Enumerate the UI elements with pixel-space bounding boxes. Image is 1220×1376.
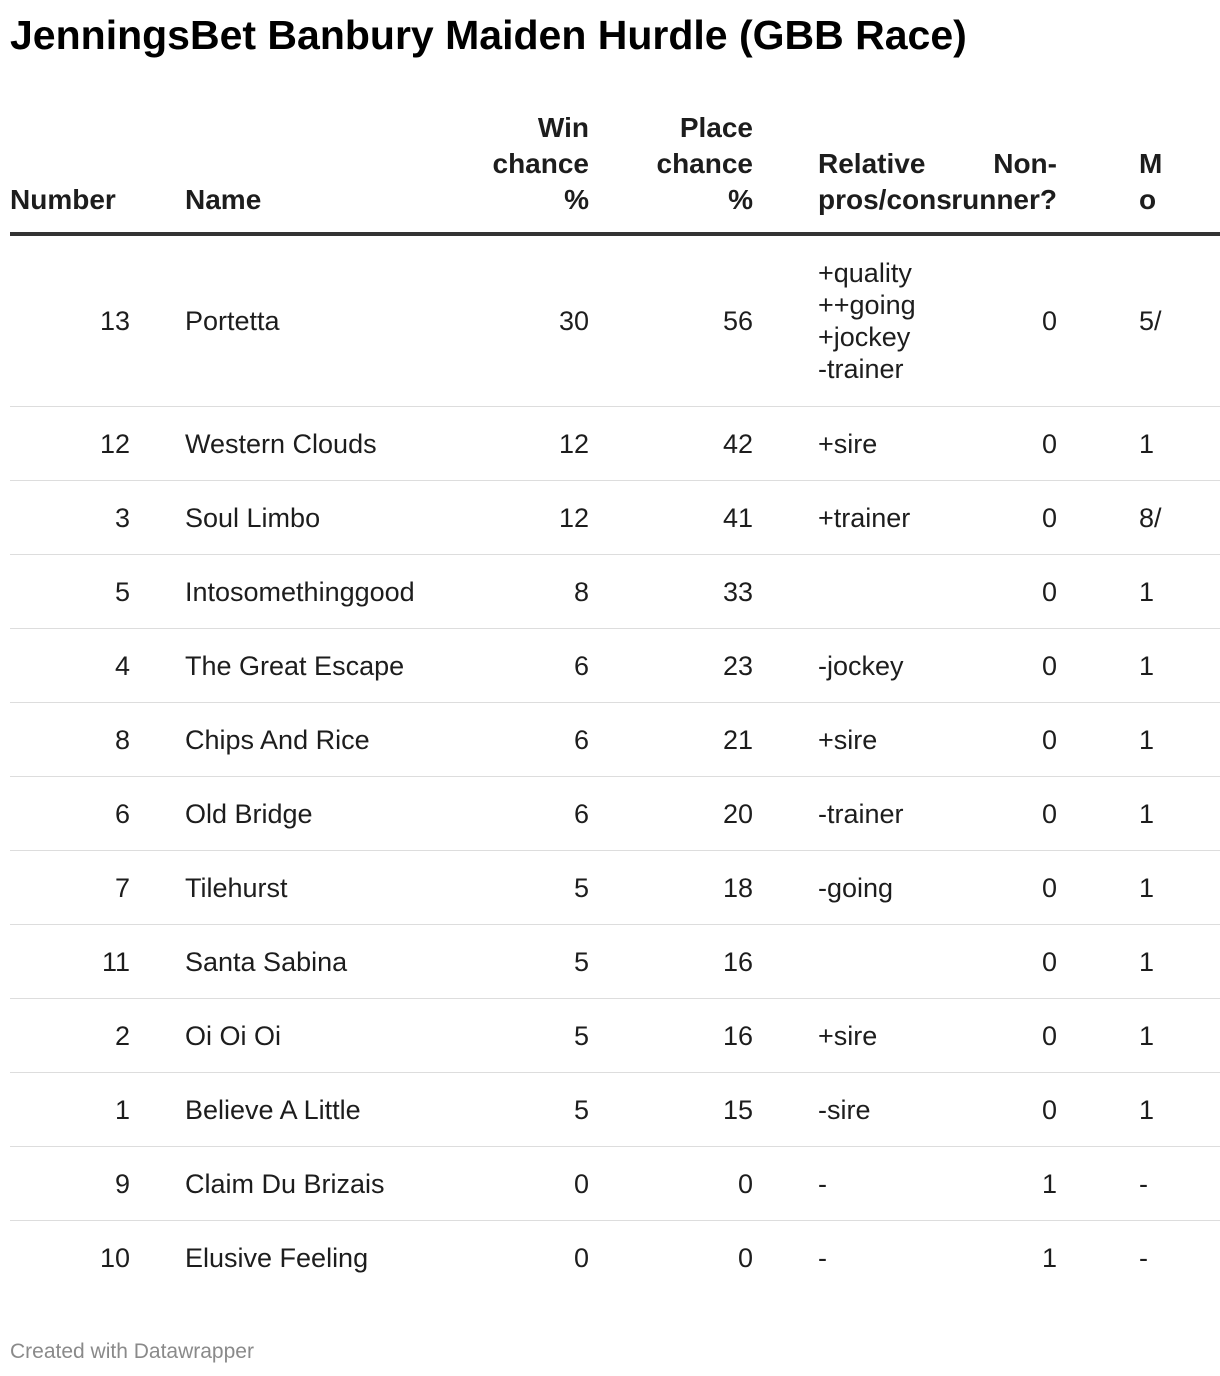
cell-name: Santa Sabina	[185, 925, 425, 999]
cell-place: 41	[600, 481, 764, 555]
cell-win: 5	[425, 851, 600, 925]
cell-place: 20	[600, 777, 764, 851]
column-header-label: Non-	[993, 148, 1057, 179]
cell-number: 8	[10, 703, 185, 777]
column-header-nr[interactable]	[934, 110, 1139, 234]
pros-cons-item: -trainer	[818, 354, 904, 384]
table-row	[10, 851, 1220, 925]
column-header-win[interactable]	[425, 110, 600, 234]
cell-win: 5	[425, 1073, 600, 1147]
cell-win: 0	[573, 1242, 589, 1273]
table-row	[10, 234, 1220, 407]
table-row	[10, 629, 1220, 703]
cell-odds: 1	[1139, 777, 1220, 851]
cell-number: 1	[10, 1073, 185, 1147]
cell-win: 5	[425, 999, 600, 1073]
cell-number: 10	[99, 1242, 130, 1273]
cell-number: 7	[10, 851, 185, 925]
cell-win: 0	[425, 1147, 600, 1221]
column-header-name[interactable]	[185, 110, 425, 234]
column-header-label: chance	[492, 148, 589, 179]
table-row	[10, 481, 1220, 555]
cell-pros	[764, 481, 934, 555]
header-row	[10, 110, 1220, 234]
cell-number: 12	[10, 407, 185, 481]
pros-cons-item: -sire	[818, 1094, 871, 1125]
cell-odds: -	[1139, 1242, 1148, 1273]
column-header-label: Win	[537, 112, 589, 143]
column-header-label: %	[564, 184, 589, 215]
cell-name: Elusive Feeling	[185, 1242, 369, 1273]
cell-odds: 8/	[1139, 481, 1220, 555]
cell-win: 5	[425, 925, 600, 999]
table-row	[10, 555, 1220, 629]
column-header-odds[interactable]	[1139, 110, 1220, 234]
cell-number: 2	[10, 999, 185, 1073]
cell-place: 33	[600, 555, 764, 629]
cell-nr: 0	[934, 481, 1139, 555]
cell-pros	[764, 555, 934, 629]
cell-place: 21	[600, 703, 764, 777]
cell-pros	[764, 629, 934, 703]
cell-win: 6	[425, 703, 600, 777]
table-row	[10, 1147, 1220, 1221]
table-row	[10, 999, 1220, 1073]
cell-odds: 5/	[1139, 234, 1220, 407]
cell-odds: 1	[1139, 1073, 1220, 1147]
cell-pros	[764, 777, 934, 851]
cell-odds: -	[1139, 1147, 1220, 1221]
pros-cons-item: -going	[818, 872, 894, 903]
cell-nr: 0	[934, 1073, 1139, 1147]
cell-name: Portetta	[185, 234, 425, 407]
cell-name: The Great Escape	[185, 629, 425, 703]
cell-nr: 0	[934, 851, 1139, 925]
cell-nr: 0	[934, 234, 1139, 407]
cell-place: 16	[600, 925, 764, 999]
cell-name: Tilehurst	[185, 851, 425, 925]
cell-odds: 1	[1139, 851, 1220, 925]
cell-nr: 0	[934, 777, 1139, 851]
pros-cons-item: +trainer	[818, 502, 911, 533]
pros-cons-item: +jockey	[818, 322, 911, 352]
cell-win: 12	[425, 407, 600, 481]
cell-odds: 1	[1139, 555, 1220, 629]
cell-pros	[764, 234, 934, 407]
cell-place: 0	[600, 1147, 764, 1221]
pros-cons-item: +sire	[818, 1020, 878, 1051]
pros-cons-item: +quality	[818, 258, 912, 288]
datawrapper-credit: Created with Datawrapper	[10, 1340, 254, 1363]
pros-cons-item: -trainer	[818, 798, 904, 829]
cell-pros	[764, 407, 934, 481]
column-header-label: runner?	[951, 184, 1057, 215]
cell-name: Intosomethinggood	[185, 555, 425, 629]
table-row	[10, 703, 1220, 777]
cell-nr: 0	[934, 555, 1139, 629]
table-row	[10, 1073, 1220, 1147]
column-header-label: %	[728, 184, 753, 215]
cell-nr: 0	[934, 407, 1139, 481]
column-header-pros[interactable]	[764, 110, 952, 234]
cell-name: Soul Limbo	[185, 481, 425, 555]
column-header-label: Number	[10, 184, 116, 215]
cell-win: 30	[425, 234, 600, 407]
cell-name: Oi Oi Oi	[185, 999, 425, 1073]
cell-win: 8	[425, 555, 600, 629]
cell-place: 16	[600, 999, 764, 1073]
column-header-label: Relative	[818, 148, 926, 179]
table-row	[10, 925, 1220, 999]
cell-nr: 0	[934, 703, 1139, 777]
cell-number: 4	[10, 629, 185, 703]
cell-name: Western Clouds	[185, 407, 425, 481]
cell-pros	[764, 851, 934, 925]
cell-nr: 1	[1041, 1242, 1057, 1273]
pros-cons-item: +sire	[818, 724, 878, 755]
cell-place: 18	[600, 851, 764, 925]
cell-odds: 1	[1139, 629, 1220, 703]
chart-title: JenningsBet Banbury Maiden Hurdle (GBB Race)	[10, 12, 967, 58]
cell-odds: 1	[1139, 925, 1220, 999]
cell-win: 6	[425, 629, 600, 703]
table-row	[10, 777, 1220, 851]
cell-number: 3	[10, 481, 185, 555]
cell-place: 56	[600, 234, 764, 407]
cell-name: Claim Du Brizais	[185, 1147, 425, 1221]
cell-place: 0	[737, 1242, 753, 1273]
column-header-label: Place	[679, 112, 753, 143]
pros-cons-item: -jockey	[818, 650, 904, 681]
cell-nr: 1	[934, 1147, 1139, 1221]
cell-win: 6	[425, 777, 600, 851]
cell-win: 12	[425, 481, 600, 555]
cell-nr: 0	[934, 629, 1139, 703]
cell-name: Old Bridge	[185, 777, 425, 851]
table-row	[10, 1221, 1220, 1295]
cell-pros	[764, 1073, 934, 1147]
column-header-label: chance	[656, 148, 753, 179]
cell-place: 15	[600, 1073, 764, 1147]
cell-pros	[764, 703, 934, 777]
pros-cons-item: -	[818, 1242, 827, 1273]
column-header-number[interactable]	[10, 110, 185, 234]
cell-place: 42	[600, 407, 764, 481]
table-body	[10, 234, 1220, 1294]
cell-number: 13	[10, 234, 185, 407]
cell-pros	[764, 925, 934, 999]
cell-number: 9	[10, 1147, 185, 1221]
pros-cons-item: ++going	[818, 290, 916, 320]
cell-odds: 1	[1139, 407, 1220, 481]
cell-number: 6	[10, 777, 185, 851]
cell-number: 5	[10, 555, 185, 629]
pros-cons-item: -	[818, 1168, 827, 1199]
cell-name: Believe A Little	[185, 1073, 425, 1147]
cell-odds: 1	[1139, 999, 1220, 1073]
cell-nr: 0	[934, 925, 1139, 999]
table-row	[10, 407, 1220, 481]
column-header-label: M	[1139, 148, 1163, 179]
cell-number: 11	[10, 925, 185, 999]
data-table	[10, 110, 1220, 1294]
cell-pros	[764, 999, 934, 1073]
column-header-label: Name	[185, 184, 262, 215]
cell-pros	[764, 1147, 934, 1221]
data-table-container	[10, 110, 1220, 1294]
cell-odds: 1	[1139, 703, 1220, 777]
cell-name: Chips And Rice	[185, 703, 425, 777]
column-header-place[interactable]	[600, 110, 764, 234]
pros-cons-item: +sire	[818, 428, 878, 459]
cell-pros	[764, 1221, 934, 1295]
column-header-label: pros/cons	[818, 184, 952, 215]
cell-nr: 0	[934, 999, 1139, 1073]
cell-place: 23	[600, 629, 764, 703]
table-header	[10, 110, 1220, 234]
column-header-label: o	[1139, 184, 1157, 215]
